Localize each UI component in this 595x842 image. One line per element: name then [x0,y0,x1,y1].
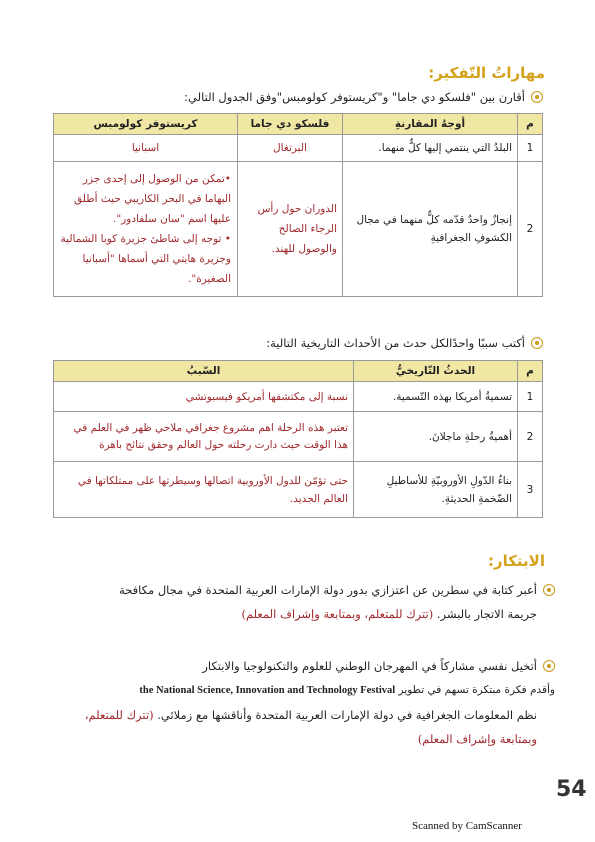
row-number: 3 [518,462,543,518]
header-event: الحدثُ التّاريخيُّ [354,361,518,382]
creativity-item-2 [35,654,555,751]
creativity-title: الابتكار: [487,552,545,570]
header-num: م [518,114,543,135]
question-1 [184,90,543,104]
creativity-item-2-line-2: وأقدم فكرة مبتكرة تسهم في تطوير [398,684,555,696]
row-event: بناءُ الدّولِ الأوروبيّةِ للأساطيلِ الضّخمةِ الحديثةِ. [354,462,518,518]
question-1-text: أقارن بين "فلسكو دي جاما" و"كريستوفر كولومبس"وفق الجدول التالي: [184,90,525,104]
creativity-item-2-line-1: أتخيل نفسي مشاركاً في المهرجان الوطني للعلوم والتكنولوجيا والابتكار [202,659,537,673]
bullet-icon [531,91,543,103]
row-gama-answer: الدوران حول رأس الرجاء الصالح والوصول للهند. [238,162,343,297]
table-row [54,462,543,518]
row-aspect: البلدُ التي ينتمي إليها كلٌّ منهما. [343,135,518,162]
row-number: 1 [518,382,543,412]
creativity-item-1-note: (تترك للمتعلم، وبمتابعة وإشراف المعلم) [241,607,434,621]
table-row [54,412,543,462]
bullet-icon [543,660,555,672]
question-2-text: أكتب سببًا واحدًالكل حدث من الأحداث التاريخية التالية: [266,336,525,350]
creativity-item-2-line-3: نظم المعلومات الجغرافية في دولة الإمارات العربية المتحدة وأناقشها مع زملائي. [157,708,537,722]
scanner-footer: Scanned by CamScanner [412,820,522,832]
header-num: م [518,361,543,382]
table-row [54,135,543,162]
bullet-icon [531,337,543,349]
row-number: 1 [518,135,543,162]
header-columbus: كريستوفر كولومبس [54,114,238,135]
columbus-item: • توجه إلى شاطئ جزيرة كوبا الشمالية وجزيرة هايتي التي أسماها "أسبانيا الصغيرة". [60,233,231,285]
creativity-item-1-line-2: جريمة الاتجار بالبشر. [436,607,537,621]
creativity-item-2-note-b: وبمتابعة وإشراف المعلم) [417,732,537,746]
row-cause-answer: نسبة إلى مكتشفها أمريكو فيسبوتشي [54,382,354,412]
festival-english-name: the National Science, Innovation and Technology Festival [139,685,396,696]
creativity-item-1 [45,578,555,626]
row-gama-answer: البرتغال [238,135,343,162]
row-number: 2 [518,162,543,297]
comparison-table-header [54,114,543,135]
table-row [54,162,543,297]
bullet-icon [543,584,555,596]
page-number: 54 [556,777,587,802]
row-columbus-answer: اسبانيا [54,135,238,162]
creativity-item-2-note-a: (تترك للمتعلم، [84,708,154,722]
row-columbus-answer [54,162,238,297]
row-number: 2 [518,412,543,462]
question-2 [266,336,543,350]
row-cause-answer: حتى تؤمّن للدول الأوروبية اتصالها وسيطرتها على ممتلكاتها في العالم الجديد. [54,462,354,518]
table-row [54,382,543,412]
thinking-skills-title: مهاراتُ التّفكير: [428,64,545,82]
row-cause-answer: تعتبر هذه الرحلة اهم مشروع جغرافي ملاحي ظهر في العلم في هذا الوقت حيث دارت رحلته حول العالم وحقق نتائج باهرة [54,412,354,462]
columbus-item: •تمكن من الوصول إلى إحدى جزر البهاما في البحر الكاريبي حيث أطلق عليها اسم "سان سلفادور". [74,173,231,225]
header-cause: السّببُ [54,361,354,382]
row-event: أهميةُ رحلةِ ماجلانَ. [354,412,518,462]
header-gama: فلسكو دي جاما [238,114,343,135]
comparison-table [53,113,543,297]
row-aspect: إنجازٌ واحدٌ قدّمه كلٌّ منهما في مجال الكشوفِ الجغرافيةِ [343,162,518,297]
events-table-header [54,361,543,382]
header-aspect: أوجهُ المقارنةِ [343,114,518,135]
creativity-item-1-line-1: أعبر كتابة في سطرين عن اعتزازي بدور دولة الإمارات العربية المتحدة في مجال مكافحة [119,583,537,597]
row-event: تسميةُ أمريكا بهذه التّسمية. [354,382,518,412]
events-table [53,360,543,518]
